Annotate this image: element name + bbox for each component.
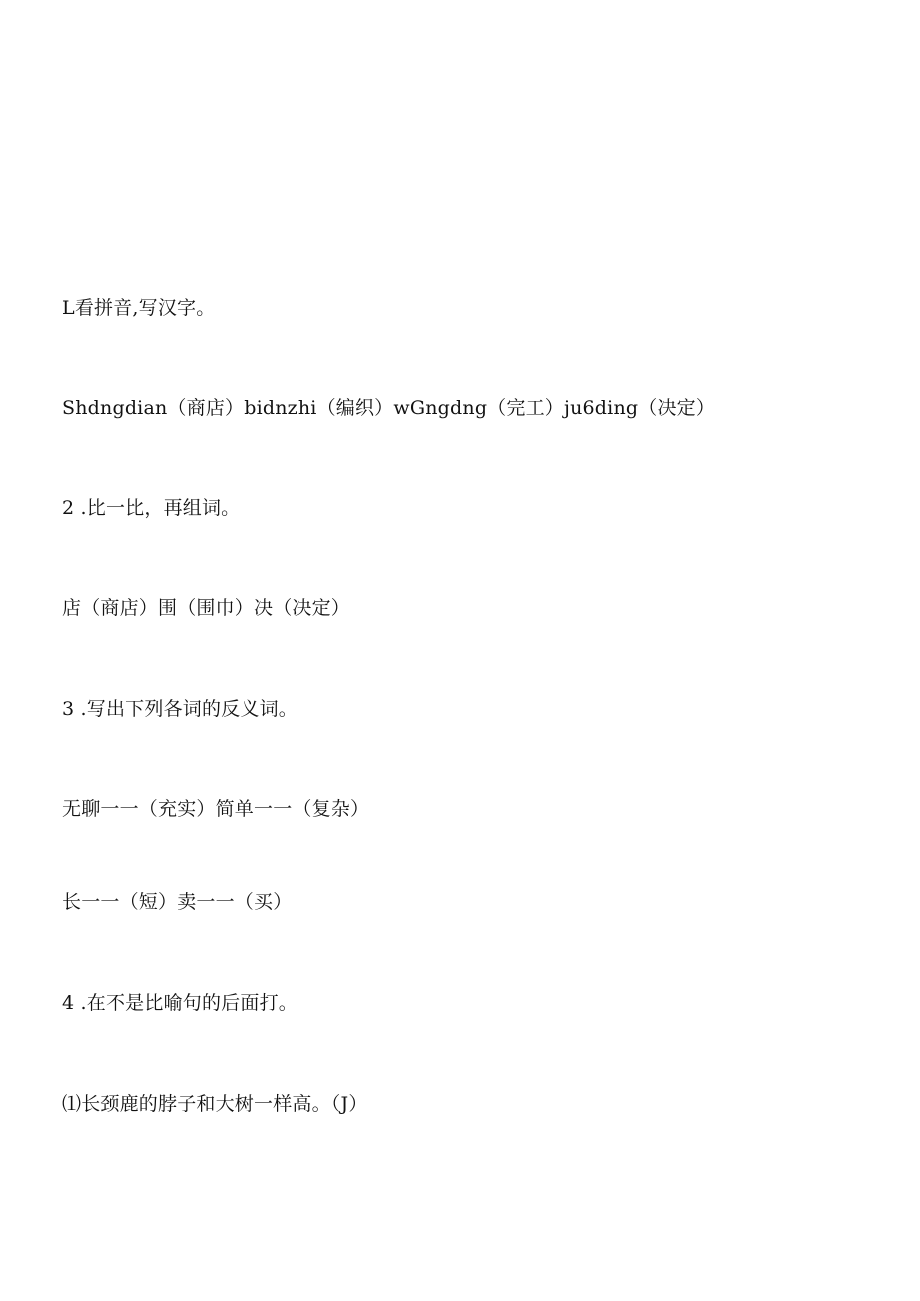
section-4-heading: 4 .在不是比喻句的后面打。 bbox=[62, 992, 298, 1014]
pinyin-answers-line: Shdngdian（商店）bidnzhi（编织）wGngdng（完工）ju6ding（决定） bbox=[62, 397, 716, 419]
section-3-heading: 3 .写出下列各词的反义词。 bbox=[62, 698, 298, 720]
section-2-heading: 2 .比一比，再组词。 bbox=[62, 497, 241, 519]
compare-words-line: 店（商店）围（围巾）决（决定） bbox=[62, 597, 351, 619]
section-1-heading: L看拼音,写汉字。 bbox=[62, 297, 216, 319]
antonyms-line-1: 无聊一一（充实）简单一一（复杂） bbox=[62, 798, 370, 820]
antonyms-line-2: 长一一（短）卖一一（买） bbox=[62, 891, 293, 913]
sentence-item-1: ⑴长颈鹿的脖子和大树一样高。（J） bbox=[62, 1093, 368, 1115]
